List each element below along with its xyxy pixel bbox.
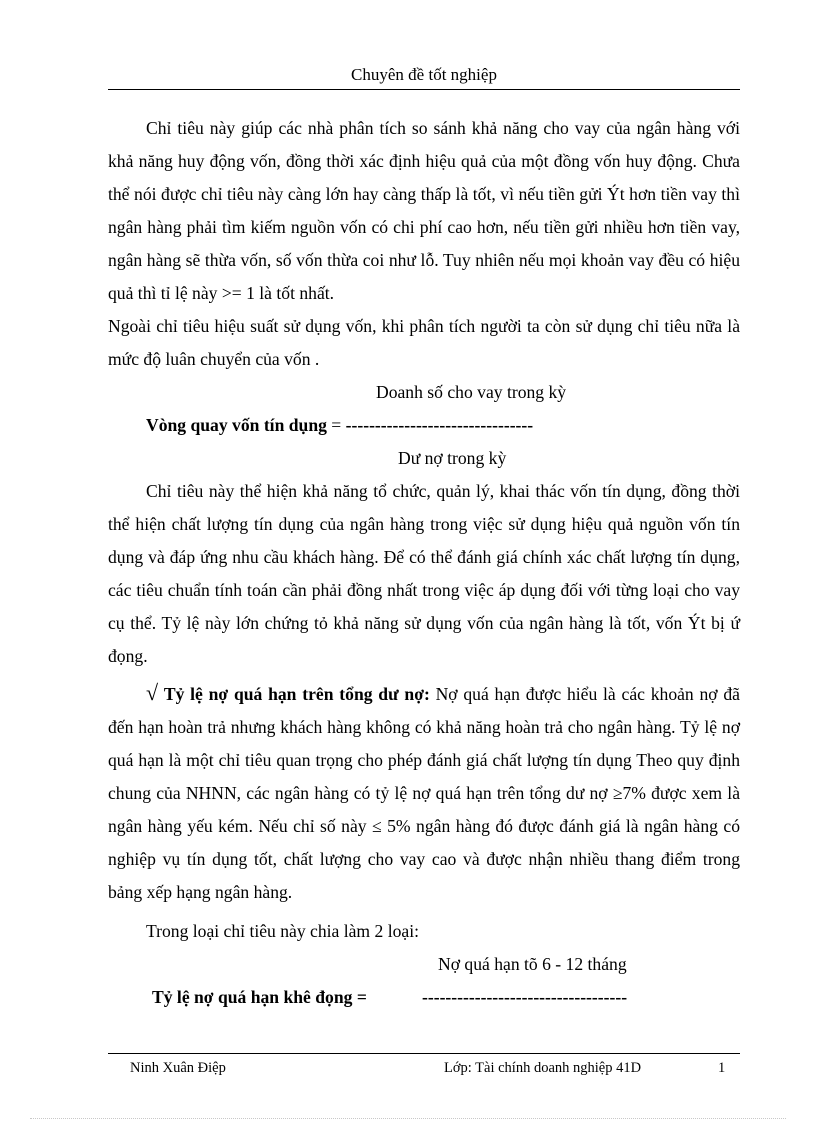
footer-author: Ninh Xuân Điệp [130,1060,226,1076]
formula-1-denominator: Dư nợ trong kỳ [398,448,507,468]
page-header: Chuyên đề tốt nghiệp [351,65,497,84]
header-rule [108,89,740,90]
formula-1-label: Vòng quay vốn tín dụng [146,415,327,435]
paragraph-4 [108,678,740,909]
paragraph-4-heading: Tỷ lệ nợ quá hạn trên tổng dư nợ: [163,684,430,704]
formula-1-numerator: Doanh số cho vay trong kỳ [376,382,567,402]
footer-rule [108,1053,740,1054]
formula-credit-turnover [108,376,740,475]
paragraph-1: Chỉ tiêu này giúp các nhà phân tích so sánh khả năng cho vay của ngân hàng với khả năng huy động vốn, đồng thời xác định hiệu quả của một đồng vốn huy động. Chưa thể nói được chỉ tiêu này càng lớn hay càng thấp là tốt, vì nếu tiền gửi Ýt hơn tiền vay thì ngân hàng phải tìm kiếm nguồn vốn có chi phí cao hơn, nếu tiền gửi nhiều hơn tiền vay, ngân hàng sẽ thừa vốn, số vốn thừa coi như lỗ. Tuy nhiên nếu mọi khoản vay đều có hiệu quả thì tỉ lệ này >= 1 là tốt nhất. [108,118,740,303]
paragraph-5: Trong loại chỉ tiêu này chia làm 2 loại: [146,921,419,941]
footer-page-number: 1 [718,1060,726,1076]
formula-1-equals: = [326,415,346,435]
formula-2-lhs: Tỷ lệ nợ quá hạn khê đọng = [152,987,367,1007]
footer-class: Lớp: Tài chính doanh nghiệp 41D [444,1060,642,1076]
checkmark-icon: √ [146,680,159,705]
formula-2-numerator: Nợ quá hạn tõ 6 - 12 tháng [438,954,627,974]
formula-overdue-ratio [108,948,740,1014]
formula-1-lhs [146,409,533,442]
formula-2-dashes: ----------------------------------- [422,987,628,1007]
document-body [108,112,740,1014]
page-boundary [30,1118,786,1119]
formula-1-dashes: -------------------------------- [345,415,534,435]
paragraph-4-body: Nợ quá hạn được hiểu là các khoản nợ đã đến hạn hoàn trả nhưng khách hàng không có khả năng hoàn trả cho ngân hàng. Tỷ lệ nợ quá hạn là một chỉ tiêu quan trọng cho phép đánh giá chất lượng tín dụng Theo quy định chung của NHNN, các ngân hàng có tỷ lệ nợ quá hạn trên tổng dư nợ ≥7% được xem là ngân hàng yếu kém. Nếu chỉ số này ≤ 5% ngân hàng đó được đánh giá là ngân hàng có nghiệp vụ tín dụng tốt, chất lượng cho vay cao và được nhận nhiều thang điểm trong bảng xếp hạng ngân hàng. [108,684,740,902]
paragraph-3: Chỉ tiêu này thể hiện khả năng tổ chức, quản lý, khai thác vốn tín dụng, đồng thời thể hiện chất lượng tín dụng của ngân hàng trong việc sử dụng hiệu quả nguồn vốn tín dụng và đáp ứng nhu cầu khách hàng. Để có thể đánh giá chính xác chất lượng tín dụng, các tiêu chuẩn tính toán cần phải đồng nhất trong việc áp dụng đối với từng loại cho vay cụ thể. Tỷ lệ này lớn chứng tỏ khả năng sử dụng vốn của ngân hàng là tốt, vốn Ýt bị ứ đọng. [108,481,740,666]
paragraph-2: Ngoài chỉ tiêu hiệu suất sử dụng vốn, khi phân tích người ta còn sử dụng chỉ tiêu nữa là mức độ luân chuyển của vốn . [108,316,740,369]
